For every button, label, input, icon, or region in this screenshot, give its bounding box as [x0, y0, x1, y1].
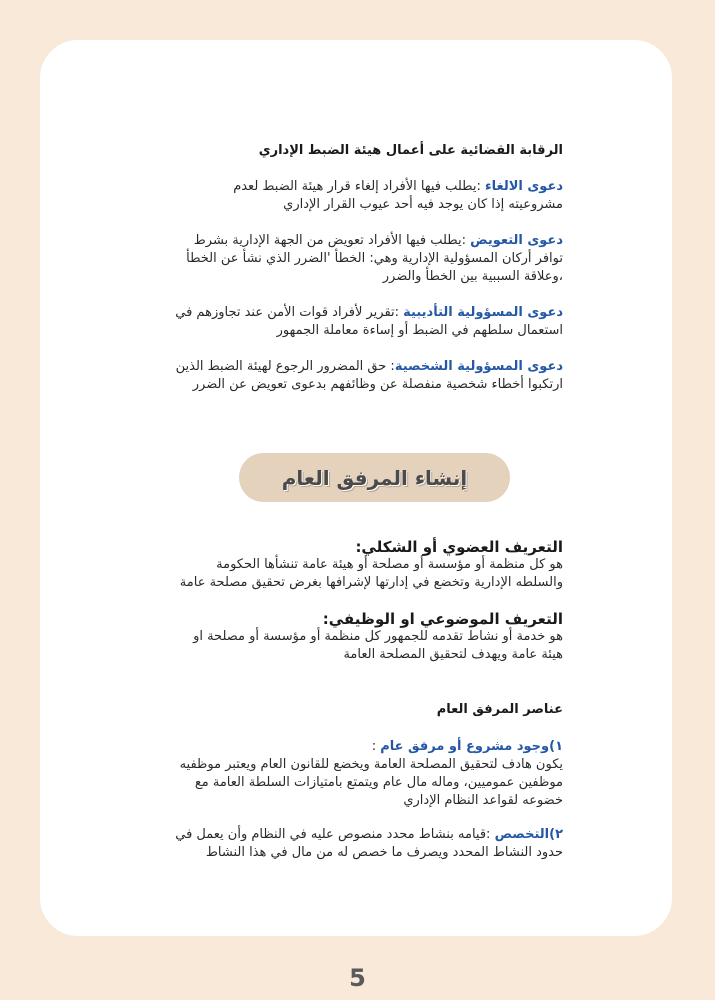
text-line: هو خدمة أو نشاط تقدمه للجمهور كل منظمة أو مؤسسة أو مصلحة او: [193, 629, 563, 644]
text-line: هيئة عامة ويهدف لتحقيق المصلحة العامة: [343, 647, 563, 662]
keyword: دعوى المسؤولية التأديبية: [403, 305, 563, 320]
keyword: دعوى الالغاء: [484, 179, 563, 194]
definition-functional: [143, 610, 563, 664]
text-line: ،وعلاقة السببية بين الخطأ والضرر: [382, 269, 563, 284]
text-line: :قيامه بنشاط محدد منصوص عليه في النظام وأن يعمل في: [175, 827, 495, 842]
text-line: مشروعيته إذا كان يوجد فيه أحد عيوب القرار الإداري: [283, 197, 563, 212]
text-line: موظفين عموميين، وماله مال عام ويتمتع بامتيازات السلطة العامة مع: [194, 775, 563, 790]
paragraph-annulment: [143, 178, 563, 214]
text-line: هو كل منظمة أو مؤسسة أو مصلحة أو هيئة عامة تنشأها الحكومة: [216, 557, 563, 572]
text-line: حدود النشاط المحدد ويصرف ما خصص له من مال في هذا النشاط: [205, 845, 563, 860]
text-line: :تقرير لأفراد قوات الأمن عند تجاوزهم في: [175, 305, 404, 320]
definition-organic: [143, 538, 563, 592]
text-line: ارتكبوا أخطاء شخصية منفصلة عن وظائفهم بدعوى تعويض عن الضرر: [192, 377, 563, 392]
page-number: 5: [349, 964, 366, 992]
text-line: : حق المضرور الرجوع لهيئة الضبط الذين: [175, 359, 395, 374]
section-title-elements: عناصر المرفق العام: [436, 702, 563, 717]
text-line: :يطلب فيها الأفراد تعويض من الجهة الإدارية بشرط: [193, 233, 471, 248]
element-specialization: [143, 826, 563, 862]
text-line: استعمال سلطهم في الضبط أو إساءة معاملة الجمهور: [276, 323, 563, 338]
section-banner: إنشاء المرفق العام: [239, 453, 510, 502]
keyword: ٢)التخصص: [494, 827, 563, 842]
text-line: توافر أركان المسؤولية الإدارية وهي: الخطأ 'الضرر الذي نشأ عن الخطأ: [186, 251, 563, 266]
text-line: خضوعه لقواعد النظام الإداري: [403, 793, 563, 808]
keyword: دعوى المسؤولية الشخصية: [394, 359, 563, 374]
definition-title: التعريف العضوي أو الشكلي:: [355, 538, 563, 556]
paragraph-compensation: [143, 232, 563, 286]
element-project: [143, 738, 563, 810]
keyword: دعوى التعويض: [470, 233, 563, 248]
paragraph-personal: [143, 358, 563, 394]
section-title-judicial-review: الرقابة القضائية على أعمال هيئة الضبط الإداري: [258, 143, 563, 158]
definition-title: التعريف الموضوعي او الوظيفي:: [322, 610, 563, 628]
text-line: يكون هادف لتحقيق المصلحة العامة ويخضع للقانون العام ويعتبر موظفيه: [179, 757, 563, 772]
paragraph-disciplinary: [143, 304, 563, 340]
text-line: والسلطه الإدارية وتخضع في إدارتها لإشرافها بغرض تحقيق مصلحة عامة: [179, 575, 563, 590]
text-line: :يطلب فيها الأفراد إلغاء قرار هيئة الضبط لعدم: [233, 179, 485, 194]
keyword: ١)وجود مشروع أو مرفق عام: [380, 739, 563, 754]
text-line: :: [371, 739, 381, 754]
